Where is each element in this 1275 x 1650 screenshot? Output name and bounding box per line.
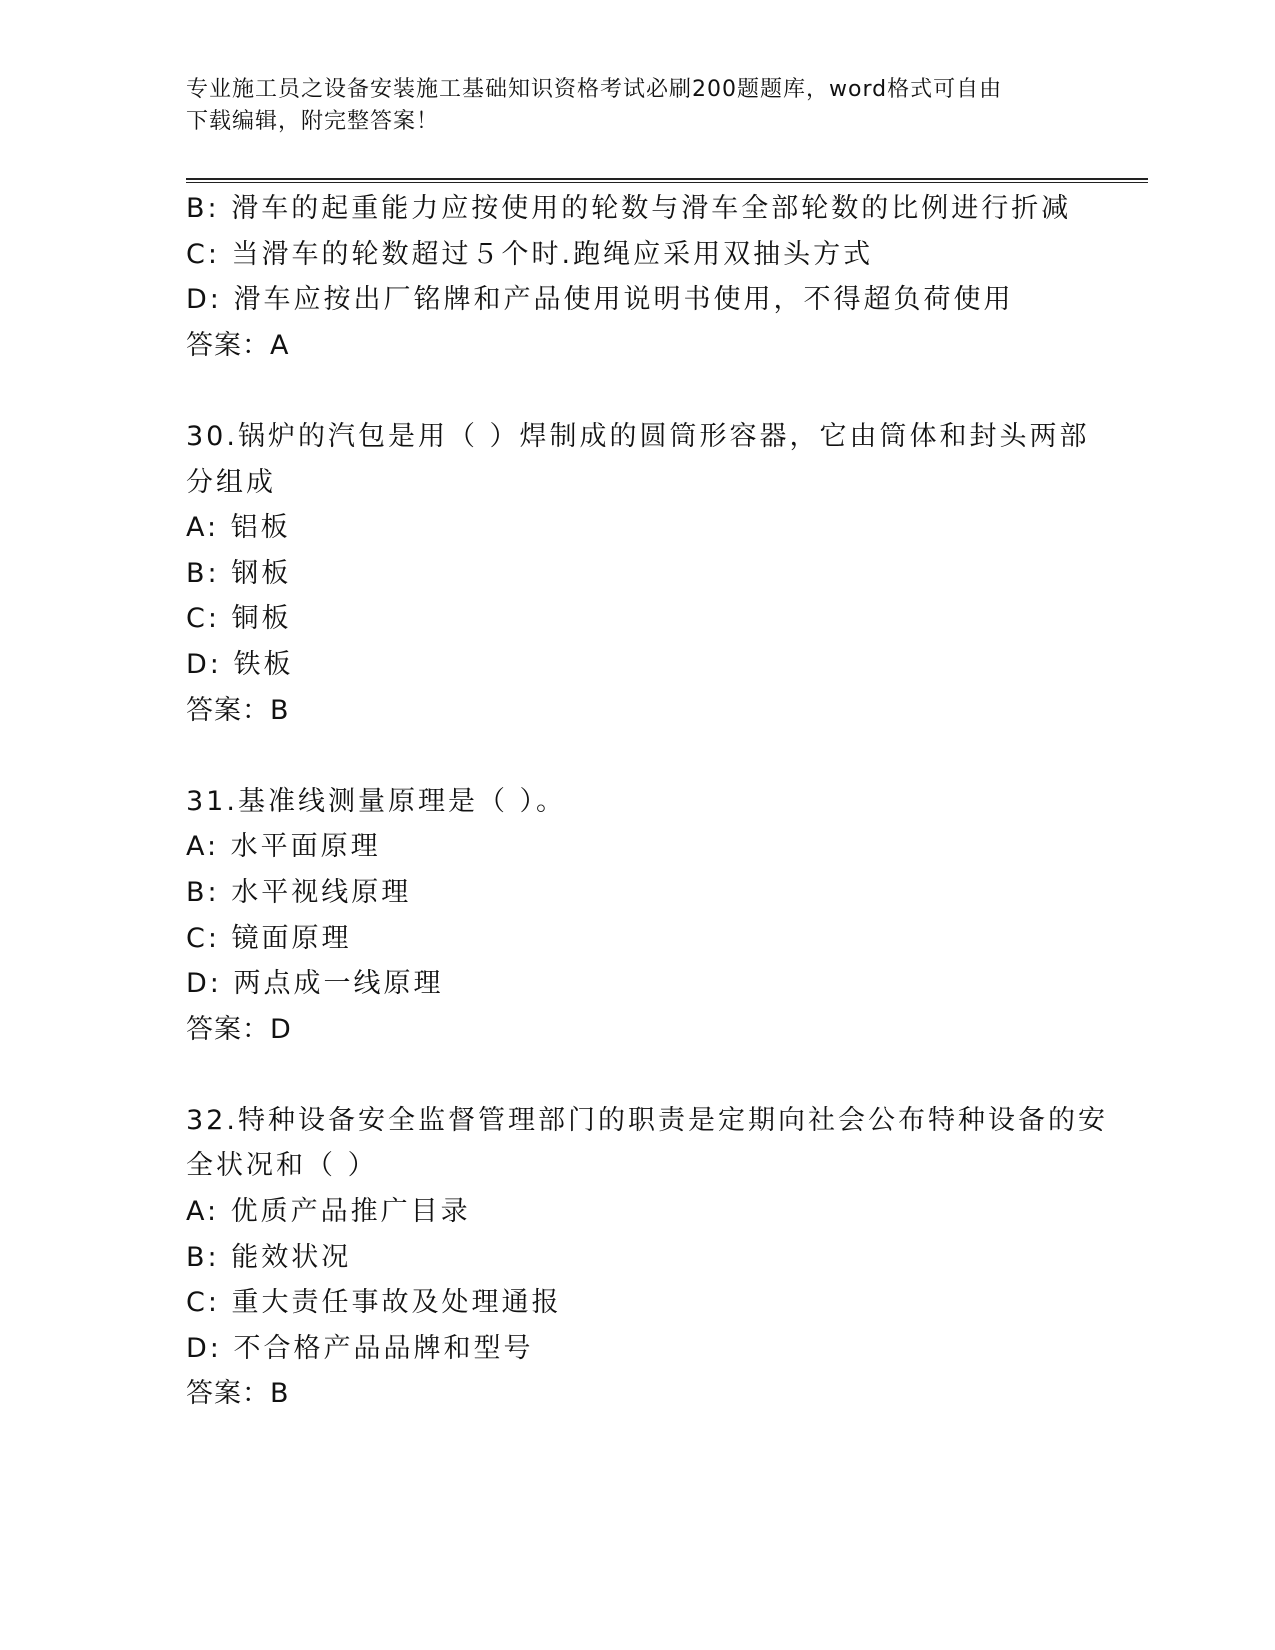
option-d: D: 滑车应按出厂铭牌和产品使用说明书使用，不得超负荷使用: [186, 284, 1014, 316]
question-content: [186, 186, 1108, 1417]
document-header: [186, 74, 1086, 138]
option-d: D: 铁板: [186, 648, 294, 680]
option-a: A: 铝板: [186, 512, 291, 544]
spacer: [186, 1052, 1086, 1098]
option-b: B: 能效状况: [186, 1241, 352, 1273]
question-30: [186, 414, 1090, 733]
header-line-1: 专业施工员之设备安装施工基础知识资格考试必刷200题题库，word格式可自由: [186, 77, 1003, 102]
spacer: [186, 368, 1086, 414]
header-line-2: 下载编辑，附完整答案！: [186, 109, 440, 134]
option-b: B: 钢板: [186, 557, 292, 589]
answer-line: 答案：D: [186, 1013, 292, 1045]
option-c: C: 当滑车的轮数超过５个时.跑绳应采用双抽头方式: [186, 238, 874, 270]
question-stem-line: 分组成: [186, 466, 276, 498]
option-d: D: 两点成一线原理: [186, 968, 444, 1000]
question-32: [186, 1098, 1108, 1417]
option-a: A: 水平面原理: [186, 831, 381, 863]
option-c: C: 重大责任事故及处理通报: [186, 1287, 562, 1319]
header-divider: [186, 178, 1148, 183]
option-c: C: 镜面原理: [186, 922, 352, 954]
answer-line: 答案：B: [186, 694, 290, 726]
question-stem-line: 32.特种设备安全监督管理部门的职责是定期向社会公布特种设备的安: [186, 1104, 1108, 1136]
option-b: B: 滑车的起重能力应按使用的轮数与滑车全部轮数的比例进行折减: [186, 193, 1072, 224]
question-stem-line: 30.锅炉的汽包是用（ ）焊制成的圆筒形容器，它由筒体和封头两部: [186, 420, 1090, 452]
option-a: A: 优质产品推广目录: [186, 1196, 471, 1228]
answer-line: 答案：B: [186, 1378, 290, 1410]
previous-question-continuation: [186, 186, 1086, 368]
spacer: [186, 733, 1086, 779]
option-c: C: 铜板: [186, 603, 292, 635]
answer-line: 答案：A: [186, 329, 290, 361]
question-stem-line: 31.基准线测量原理是（ ）。: [186, 785, 567, 817]
option-d: D: 不合格产品品牌和型号: [186, 1332, 534, 1364]
option-b: B: 水平视线原理: [186, 876, 412, 908]
question-stem-line: 全状况和（ ）: [186, 1150, 378, 1182]
question-31: [186, 779, 1086, 1053]
